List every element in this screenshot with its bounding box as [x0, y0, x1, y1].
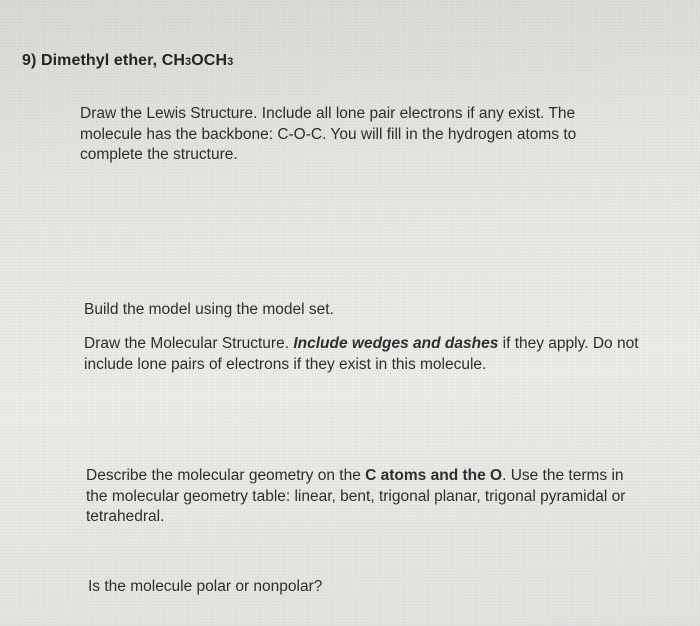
polarity-line: Is the molecule polar or nonpolar? [88, 578, 323, 595]
geometry-instructions [86, 466, 686, 528]
polarity-question [88, 577, 322, 598]
lewis-structure-instructions [80, 104, 680, 166]
wedges-dashes-emphasis: Include wedges and dashes [293, 335, 499, 352]
lewis-line-1: Draw the Lewis Structure. Include all lone pair electrons if any exist. The [80, 105, 576, 122]
question-heading-mid: OCH [191, 52, 228, 69]
model-line: Build the model using the model set. [84, 301, 334, 318]
geometry-line-1-c: . Use the terms in [502, 467, 624, 484]
molecular-line-1-c: if they apply. Do not [498, 335, 639, 352]
molecular-line-2: include lone pairs of electrons if they exist in this molecule. [84, 355, 487, 373]
atoms-emphasis: C atoms and the O [365, 467, 503, 484]
molecular-structure-instructions [84, 334, 696, 375]
geometry-line-3: tetrahedral. [86, 508, 165, 525]
molecular-line-1-a: Draw the Molecular Structure. [84, 335, 294, 352]
molecular-line-1 [84, 334, 696, 355]
subscript-3a: 3 [185, 56, 192, 68]
geometry-line-2: the molecular geometry table: linear, bent, trigonal planar, trigonal pyramidal or [86, 487, 626, 505]
subscript-3b: 3 [227, 56, 234, 68]
geometry-line-1 [86, 466, 686, 487]
model-instruction [84, 300, 334, 321]
question-heading [22, 51, 233, 72]
question-heading-text: 9) Dimethyl ether, CH [22, 52, 186, 69]
lewis-line-3: complete the structure. [80, 146, 238, 163]
geometry-line-1-a: Describe the molecular geometry on the [86, 467, 366, 484]
lewis-line-2: molecule has the backbone: C-O-C. You will fill in the hydrogen atoms to [80, 125, 577, 143]
